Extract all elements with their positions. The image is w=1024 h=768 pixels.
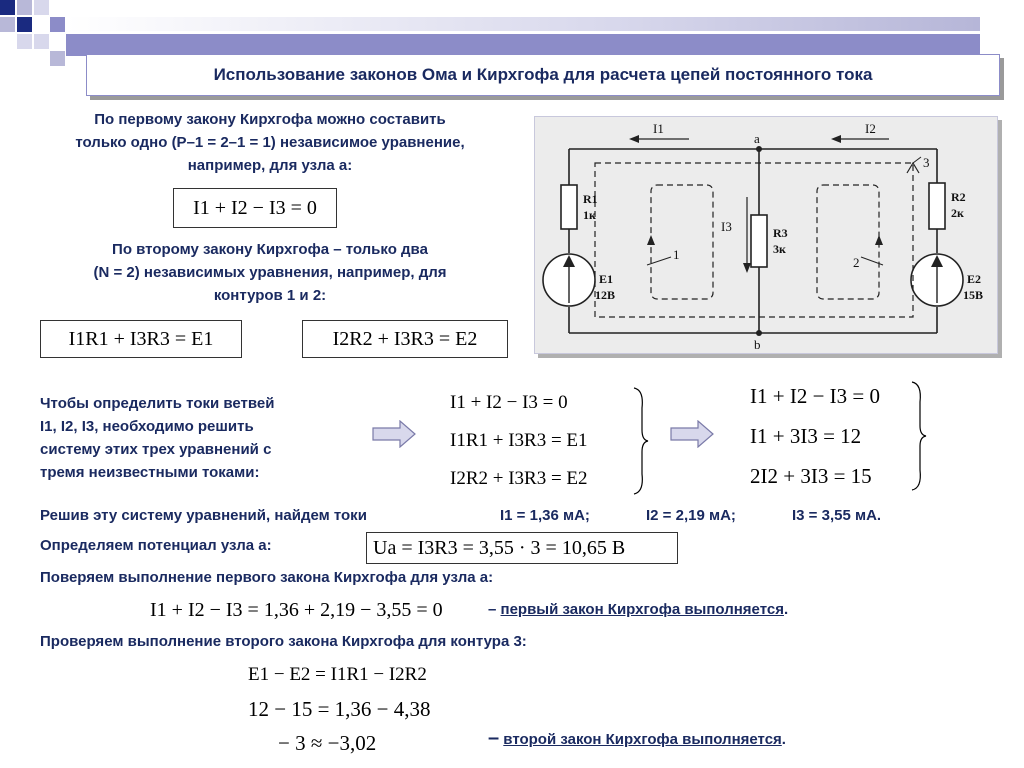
kvl-equation-2: I2R2 + I3R3 = E2 bbox=[332, 328, 478, 350]
label-r1: R1 bbox=[583, 192, 598, 206]
label-i3: I3 bbox=[721, 219, 732, 234]
kvl-equation-box-1 bbox=[40, 320, 242, 358]
contour-2 bbox=[817, 185, 879, 299]
node-a-dot bbox=[756, 146, 762, 152]
resistor-r1 bbox=[561, 185, 577, 229]
solution-i2: I2 = 2,19 мА; bbox=[646, 507, 736, 524]
system-left-eq: I1R1 + I3R3 = E1 bbox=[450, 430, 588, 451]
deco-square bbox=[17, 34, 32, 49]
check2-eq: 12 − 15 = 1,36 − 4,38 bbox=[248, 697, 431, 721]
intro1-text bbox=[0, 108, 540, 177]
intro1-line: только одно (P–1 = 2–1 = 1) независимое уравнение, bbox=[75, 134, 465, 151]
system-line: систему этих трех уравнений с bbox=[40, 441, 272, 458]
solution-label: Решив эту систему уравнений, найдем токи bbox=[40, 507, 367, 524]
title-top-band bbox=[66, 17, 980, 31]
node-b-dot bbox=[756, 330, 762, 336]
check2-result: второй закон Кирхгофа выполняется bbox=[503, 731, 782, 748]
system-right-eq: I1 + I2 − I3 = 0 bbox=[750, 384, 881, 408]
label-loop-1: 1 bbox=[673, 247, 680, 262]
check2-dash: – bbox=[488, 727, 500, 749]
intro1-line: например, для узла а: bbox=[187, 157, 353, 174]
intro2-text bbox=[0, 238, 540, 307]
solution-i1: I1 = 1,36 мА; bbox=[500, 507, 590, 524]
deco-square bbox=[0, 0, 15, 15]
label-i2: I2 bbox=[865, 121, 876, 136]
deco-square bbox=[17, 17, 32, 32]
label-r3: R3 bbox=[773, 226, 788, 240]
check1-period: . bbox=[783, 601, 789, 618]
deco-square bbox=[34, 0, 49, 15]
kcl-equation-box bbox=[173, 188, 337, 228]
kvl-equation-box-2 bbox=[302, 320, 508, 358]
page-title: Использование законов Ома и Кирхгофа для расчета цепей постоянного тока bbox=[213, 65, 873, 84]
potential-label: Определяем потенциал узла а: bbox=[40, 537, 272, 554]
label-node-b: b bbox=[754, 337, 761, 352]
potential-equation-box bbox=[366, 532, 678, 564]
label-e1: E1 bbox=[599, 272, 614, 286]
contour-1 bbox=[651, 185, 713, 299]
label-e1-value: 12В bbox=[595, 288, 616, 302]
system-left-eq: I2R2 + I3R3 = E2 bbox=[450, 468, 588, 489]
resistor-r3 bbox=[751, 215, 767, 267]
label-node-a: a bbox=[754, 131, 760, 146]
system-left-eq: I1 + I2 − I3 = 0 bbox=[450, 392, 568, 413]
circuit-diagram bbox=[535, 117, 997, 353]
arrow-right-icon bbox=[670, 420, 714, 448]
check2-label: Проверяем выполнение второго закона Кирхгофа для контура 3: bbox=[40, 633, 527, 650]
resistor-r2 bbox=[929, 183, 945, 229]
check1-dash: – bbox=[488, 601, 497, 618]
check2-equations bbox=[248, 658, 431, 760]
check1-label: Поверяем выполнение первого закона Кирхгофа для узла а: bbox=[40, 569, 494, 586]
check2-result-line bbox=[488, 727, 786, 751]
title-box bbox=[86, 54, 1000, 96]
system-line: Чтобы определить токи ветвей bbox=[40, 395, 275, 412]
intro2-line: По второму закону Кирхгофа – только два bbox=[112, 241, 428, 258]
solution-i3: I3 = 3,55 мА. bbox=[792, 507, 882, 524]
deco-square bbox=[50, 51, 65, 66]
deco-square bbox=[17, 0, 32, 15]
intro2-line: (N = 2) независимых уравнения, например, для bbox=[93, 264, 447, 281]
deco-square bbox=[0, 17, 15, 32]
label-r2-value: 2к bbox=[951, 206, 964, 220]
label-e2-value: 15В bbox=[963, 288, 984, 302]
title-band bbox=[66, 34, 980, 56]
intro1-line: По первому закону Кирхгофа можно составить bbox=[94, 111, 446, 128]
check2-eq: E1 − E2 = I1R1 − I2R2 bbox=[248, 664, 427, 685]
check2-eq: − 3 ≈ −3,02 bbox=[278, 731, 377, 755]
system-right-eq: I1 + 3I3 = 12 bbox=[750, 424, 862, 448]
brace-icon bbox=[632, 386, 650, 496]
label-i1: I1 bbox=[653, 121, 664, 136]
label-loop-2: 2 bbox=[853, 255, 860, 270]
potential-equation: Ua = I3R3 = 3,55 · 3 = 10,65 B bbox=[373, 537, 626, 559]
system-line: тремя неизвестными токами: bbox=[40, 464, 260, 481]
label-r2: R2 bbox=[951, 190, 966, 204]
check1-result-line bbox=[488, 599, 788, 621]
system-left bbox=[450, 384, 640, 498]
arrow-right-icon bbox=[372, 420, 416, 448]
check1-result: первый закон Кирхгофа выполняется bbox=[500, 601, 784, 618]
deco-square bbox=[34, 34, 49, 49]
brace-icon bbox=[910, 380, 928, 492]
label-r1-value: 1к bbox=[583, 208, 596, 222]
deco-square bbox=[50, 17, 65, 32]
system-line: I1, I2, I3, необходимо решить bbox=[40, 418, 254, 435]
system-right bbox=[750, 376, 920, 496]
check1-equation: I1 + I2 − I3 = 1,36 + 2,19 − 3,55 = 0 bbox=[150, 599, 443, 621]
intro2-line: контуров 1 и 2: bbox=[213, 287, 327, 304]
label-e2: E2 bbox=[967, 272, 982, 286]
check2-period: . bbox=[781, 731, 786, 748]
kvl-equation-1: I1R1 + I3R3 = E1 bbox=[68, 328, 214, 350]
system-text bbox=[40, 392, 370, 484]
label-r3-value: 3к bbox=[773, 242, 786, 256]
kcl-equation: I1 + I2 − I3 = 0 bbox=[193, 197, 317, 219]
circuit-panel bbox=[534, 116, 998, 354]
system-right-eq: 2I2 + 3I3 = 15 bbox=[750, 464, 872, 488]
label-loop-3: 3 bbox=[923, 155, 930, 170]
